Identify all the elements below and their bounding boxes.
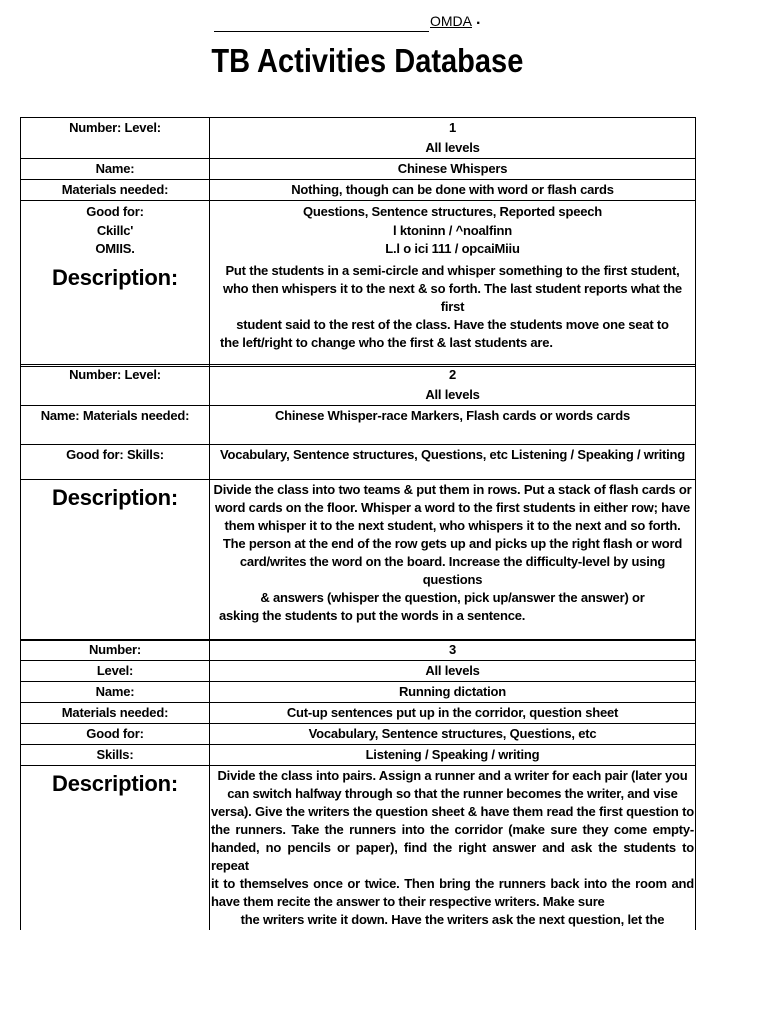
goodfor-label: Good for: [86,204,144,219]
description-line: card/writes the word on the board. Increase the difficulty-level by using questions [239,554,666,587]
underline-rule [214,31,429,32]
name-materials-value: Chinese Whisper-race Markers, Flash cards or words cards [210,406,696,445]
activity-table-1 [20,117,696,367]
goodfor-value: Questions, Sentence structures, Reported speech [302,204,603,219]
description-line: the left/right to change who the first & last students are. [220,335,553,350]
name-value: Chinese Whispers [210,159,696,180]
description-line: who then whispers it to the next & so forth. The last student reports what the first [223,281,682,314]
name-label: Name: [21,159,210,180]
activity-table-3 [20,639,696,930]
materials-label: Materials needed: [21,180,210,201]
description-line: & answers (whisper the question, pick up/answer the answer) or [260,590,645,605]
number-level-label: Number: Level: [21,365,210,406]
description-line: word cards on the floor. Whisper a word to the first students in either row; have [215,500,690,515]
level-value: All levels [210,661,696,682]
description-line: The person at the end of the row gets up and picks up the right flash or word [222,536,683,551]
activity-table-2 [20,364,696,641]
skills-label-line1: Ckillc' [96,223,134,238]
materials-value: Nothing, though can be done with word or flash cards [210,180,696,201]
description-line: the runners. Take the runners into the corridor (make sure they come empty- [211,822,694,837]
number-level-value [210,118,696,159]
goodfor-skills-label: Good for: Skills: [21,445,210,480]
goodfor-value: Vocabulary, Sentence structures, Questions, etc [210,724,696,745]
page-title: TB Activities Database [211,42,524,79]
skills-value: Listening / Speaking / writing [210,745,696,766]
name-materials-label: Name: Materials needed: [21,406,210,445]
org-name: OMDA [430,13,472,29]
description-value [210,766,696,931]
number-level-label: Number: Level: [21,118,210,159]
activity-number: 2 [448,367,457,382]
description-label: Description: [52,265,178,290]
description-value [210,480,696,641]
description-line: Put the students in a semi-circle and whisper something to the first student, [225,263,680,278]
number-value: 3 [210,640,696,661]
description-line: the writers write it down. Have the writers ask the next question, let the [240,912,665,927]
description-line: it to themselves once or twice. Then bring the runners back into the room and [211,876,694,891]
description-line: student said to the rest of the class. Have the students move one seat to [236,317,669,332]
header-dot: . [476,11,481,28]
goodfor-skills-description-values [210,201,696,367]
description-line: can switch halfway through so that the runner becomes the writer, and vise [227,786,678,801]
name-value: Running dictation [210,682,696,703]
goodfor-label: Good for: [21,724,210,745]
skills-value-line2: L.l o ici 111 / opcaiMiiu [385,241,520,256]
description-line: asking the students to put the words in a sentence. [219,608,526,623]
description-line: them whisper it to the next student, who whispers it to the next and so forth. [224,518,681,533]
skills-value-line1: l ktoninn / ^noalfinn [393,223,512,238]
materials-label: Materials needed: [21,703,210,724]
level-label: Level: [21,661,210,682]
description-line: Divide the class into pairs. Assign a runner and a writer for each pair (later you [217,768,688,783]
activity-level: All levels [425,140,480,155]
number-level-value [210,365,696,406]
goodfor-skills-value: Vocabulary, Sentence structures, Questions, etc Listening / Speaking / writing [210,445,696,480]
description-line: versa). Give the writers the question sheet & have them read the first question to [211,804,694,819]
document-header [214,11,484,33]
activity-level: All levels [425,387,480,402]
activity-number: 1 [448,120,457,135]
name-label: Name: [21,682,210,703]
description-label: Description: [21,480,210,641]
goodfor-skills-description-labels [21,201,210,367]
skills-label: Skills: [21,745,210,766]
number-label: Number: [21,640,210,661]
skills-label-line2: OMIIS. [95,241,135,256]
description-line: have them recite the answer to their respective writers. Make sure [211,894,605,909]
description-line: Divide the class into two teams & put them in rows. Put a stack of flash cards or [213,482,692,497]
description-label: Description: [21,766,210,931]
materials-value: Cut-up sentences put up in the corridor, question sheet [210,703,696,724]
description-line: handed, no pencils or paper), find the right answer and ask the students to repeat [211,840,694,873]
